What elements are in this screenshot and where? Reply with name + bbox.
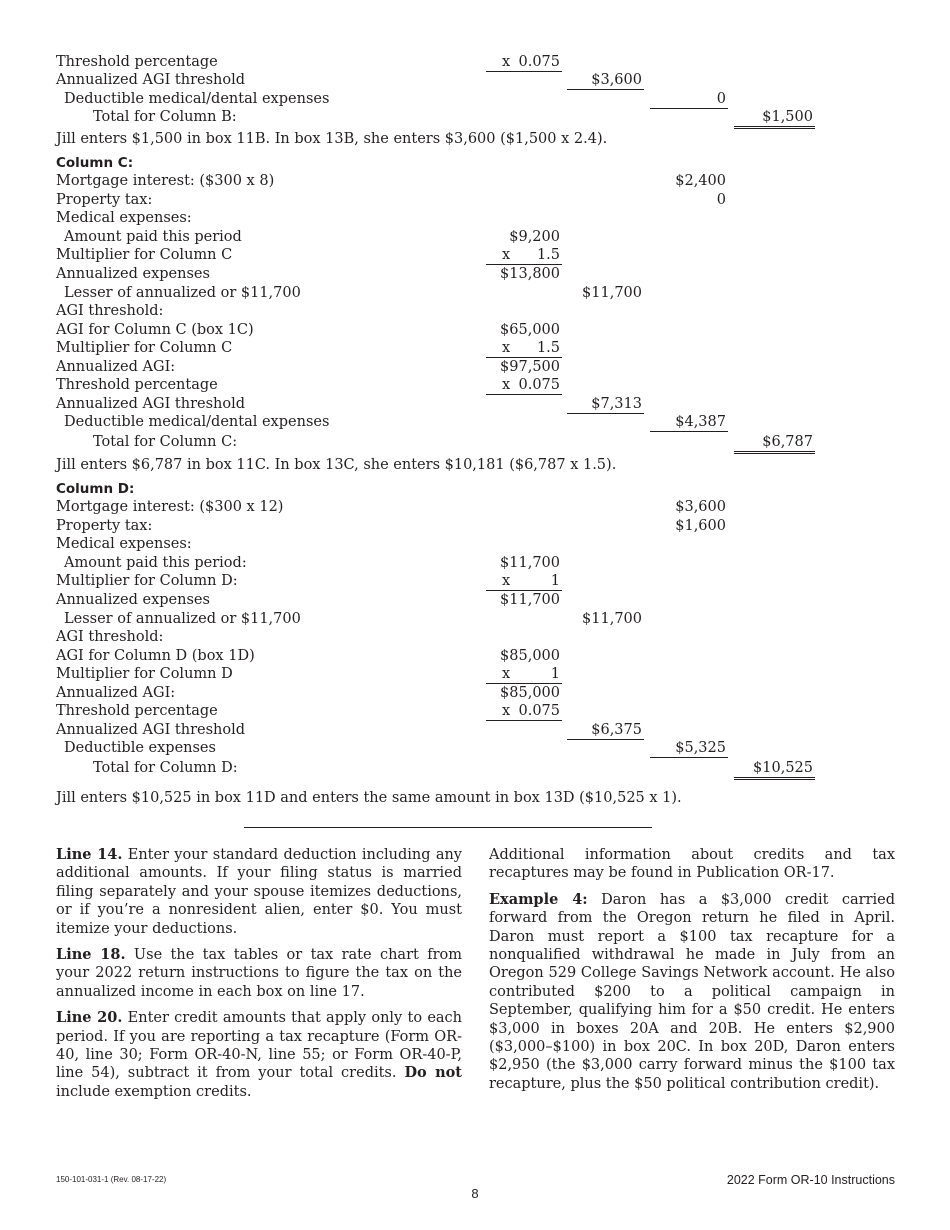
row-label: Lesser of annualized or $11,700: [64, 285, 301, 301]
colc-total-row: [56, 433, 816, 451]
colc-agi-row: [56, 321, 816, 339]
row-label: Annualized AGI:: [56, 359, 176, 375]
row-label: Multiplier for Column C: [56, 340, 233, 356]
line18-text: Use the tax tables or tax rate chart from your 2022 return instructions to figure the tax on the annualized income in each box on line 17.: [56, 947, 463, 1000]
row-label: Property tax:: [56, 518, 153, 534]
cold-agi-multiplier-row: [56, 665, 816, 683]
row-label: Mortgage interest: ($300 x 8): [56, 173, 275, 189]
row-label: Total for Column C:: [93, 434, 238, 450]
colc-note: Jill enters $6,787 in box 11C. In box 13C, she enters $10,181 ($6,787 x 1.5).: [56, 457, 617, 473]
row-value: x 1: [486, 665, 562, 684]
row-label: Annualized AGI threshold: [56, 72, 246, 88]
colb-total-row: [56, 108, 816, 126]
row-value: $10,525: [734, 759, 815, 780]
row-label: Medical expenses:: [56, 210, 192, 226]
row-value: $3,600: [675, 499, 726, 515]
line14-heading: Line 14.: [56, 846, 123, 863]
cold-medical-row: [56, 535, 816, 553]
line18-heading: Line 18.: [56, 946, 126, 964]
row-value: x 0.075: [486, 702, 562, 721]
row-value: x 1: [486, 572, 562, 591]
colc-medical-row: [56, 209, 816, 227]
row-label: Multiplier for Column C: [56, 247, 233, 263]
row-value: $85,000: [500, 685, 560, 701]
form-title: 2022 Form OR-10 Instructions: [726, 1173, 895, 1187]
row-value: $13,800: [500, 266, 560, 282]
page-number: 8: [471, 1186, 479, 1201]
colc-annualized-agi-row: [56, 358, 816, 376]
row-label: AGI threshold:: [56, 303, 164, 319]
row-label: Annualized expenses: [56, 592, 210, 608]
colc-multiplier-row: [56, 246, 816, 264]
example4-heading: Example 4:: [489, 890, 588, 908]
cold-annualized-threshold-row: [56, 721, 816, 739]
row-value: $5,325: [650, 739, 728, 758]
row-value: $1,600: [675, 518, 726, 534]
colc-annualized-exp-row: [56, 265, 816, 283]
colb-annualized-threshold-row: [56, 71, 816, 89]
row-label: Amount paid this period:: [64, 555, 247, 571]
cold-annualized-exp-row: [56, 591, 816, 609]
line20-bold-text: Do not: [404, 1064, 462, 1082]
colc-annualized-threshold-row: [56, 395, 816, 413]
row-value: 0: [716, 192, 726, 208]
example4-paragraph: [489, 891, 895, 1093]
cold-property-row: [56, 517, 816, 535]
row-label: Deductible medical/dental expenses: [64, 91, 330, 107]
row-value: $7,313: [567, 395, 644, 414]
row-value: $11,700: [582, 611, 642, 627]
colb-deductible-row: [56, 90, 816, 108]
row-value: $11,700: [582, 285, 642, 301]
colc-heading: Column C:: [56, 155, 134, 171]
line20-paragraph: [56, 1009, 462, 1101]
row-label: Property tax:: [56, 192, 153, 208]
row-value: $4,387: [650, 413, 728, 432]
row-label: Annualized AGI threshold: [56, 396, 246, 412]
row-label: Medical expenses:: [56, 536, 192, 552]
cold-agi-row: [56, 647, 816, 665]
line14-text: Enter your standard deduction including any additional amounts. If your filing status is married filing separately and your spouse itemizes deductions, or if you’re a nonresident alien, enter $0. You must itemize your deductions.: [56, 847, 462, 937]
colb-threshold-pct-row: [56, 53, 816, 71]
row-label: Lesser of annualized or $11,700: [64, 611, 301, 627]
left-column: [56, 846, 462, 1109]
row-label: Deductible medical/dental expenses: [64, 414, 330, 430]
colc-threshold-pct-row: [56, 376, 816, 394]
row-label: Deductible expenses: [64, 740, 216, 756]
row-value: x 1.5: [486, 339, 562, 358]
row-label: Amount paid this period: [64, 229, 242, 245]
row-value: $65,000: [500, 322, 560, 338]
row-value: 0: [650, 90, 728, 109]
row-value: x 0.075: [486, 376, 562, 395]
row-label: AGI for Column C (box 1C): [56, 322, 254, 338]
row-label: AGI threshold:: [56, 629, 164, 645]
colc-agi-threshold-row: [56, 302, 816, 320]
row-label: AGI for Column D (box 1D): [56, 648, 255, 664]
line18-paragraph: [56, 946, 462, 1001]
row-label: Threshold percentage: [56, 54, 218, 70]
example4-text: Daron has a $3,000 credit carried forward from the Oregon return he filed in April. Daron must report a $100 tax recapture for a nonqualified withdrawal he made in July from an Oregon 529 College Savings Network account. He also contributed $200 to a political campaign in September, qualifying him for a $50 credit. He enters $3,000 in boxes 20A and 20B. He enters $2,900 ($3,000–$100) in box 20C. In box 20D, Daron enters $2,950 (the $3,000 carry forward minus the $100 tax recapture, plus the $50 political contribution credit).: [489, 891, 895, 1092]
row-value: $85,000: [500, 648, 560, 664]
line20-text: Enter credit amounts that apply only to each period. If you are reporting a tax recapture (Form OR-40, line 30; Form OR-40-N, line 55; or Form OR-40-P, line 54), subtract it from your total credits.: [56, 1010, 462, 1082]
row-value: $1,500: [734, 108, 815, 129]
row-label: Annualized expenses: [56, 266, 210, 282]
cold-total-row: [56, 759, 816, 777]
row-label: Annualized AGI threshold: [56, 722, 246, 738]
row-value: $2,400: [675, 173, 726, 189]
colc-property-row: [56, 191, 816, 209]
row-value: $3,600: [567, 71, 644, 90]
colc-mortgage-row: [56, 172, 816, 190]
cold-mortgage-row: [56, 498, 816, 516]
row-label: Total for Column D:: [93, 760, 238, 776]
line20-heading: Line 20.: [56, 1009, 123, 1027]
line20-text-end: include exemption credits.: [56, 1083, 252, 1100]
colc-deductible-row: [56, 413, 816, 431]
cold-heading: Column D:: [56, 481, 135, 497]
cold-agi-threshold-row: [56, 628, 816, 646]
row-value: x 1.5: [486, 246, 562, 265]
colc-lesser-row: [56, 284, 816, 302]
row-value: $9,200: [509, 229, 560, 245]
row-label: Multiplier for Column D: [56, 666, 233, 682]
row-label: Annualized AGI:: [56, 685, 176, 701]
row-value: $6,375: [567, 721, 644, 740]
cold-threshold-pct-row: [56, 702, 816, 720]
row-label: Threshold percentage: [56, 703, 218, 719]
cold-paid-row: [56, 554, 816, 572]
row-label: Mortgage interest: ($300 x 12): [56, 499, 284, 515]
colb-note: Jill enters $1,500 in box 11B. In box 13B, she enters $3,600 ($1,500 x 2.4).: [56, 131, 608, 147]
cold-note: Jill enters $10,525 in box 11D and enters the same amount in box 13D ($10,525 x 1).: [56, 790, 682, 806]
row-value: $6,787: [734, 433, 815, 454]
form-code: 150-101-031-1 (Rev. 08-17-22): [56, 1175, 167, 1184]
section-divider: [244, 827, 652, 828]
row-value: $11,700: [500, 555, 560, 571]
cold-multiplier-row: [56, 572, 816, 590]
line14-paragraph: [56, 846, 462, 938]
row-label: Multiplier for Column D:: [56, 573, 238, 589]
cold-annualized-agi-row: [56, 684, 816, 702]
row-value: $97,500: [500, 359, 560, 375]
colc-paid-row: [56, 228, 816, 246]
right-column: [489, 846, 895, 1101]
colc-agi-multiplier-row: [56, 339, 816, 357]
row-value: x 0.075: [486, 53, 562, 72]
cold-lesser-row: [56, 610, 816, 628]
row-value: $11,700: [500, 592, 560, 608]
cold-deductible-row: [56, 739, 816, 757]
row-label: Threshold percentage: [56, 377, 218, 393]
additional-info-paragraph: Additional information about credits and tax recaptures may be found in Publication OR-17.: [489, 847, 895, 882]
row-label: Total for Column B:: [93, 109, 237, 125]
